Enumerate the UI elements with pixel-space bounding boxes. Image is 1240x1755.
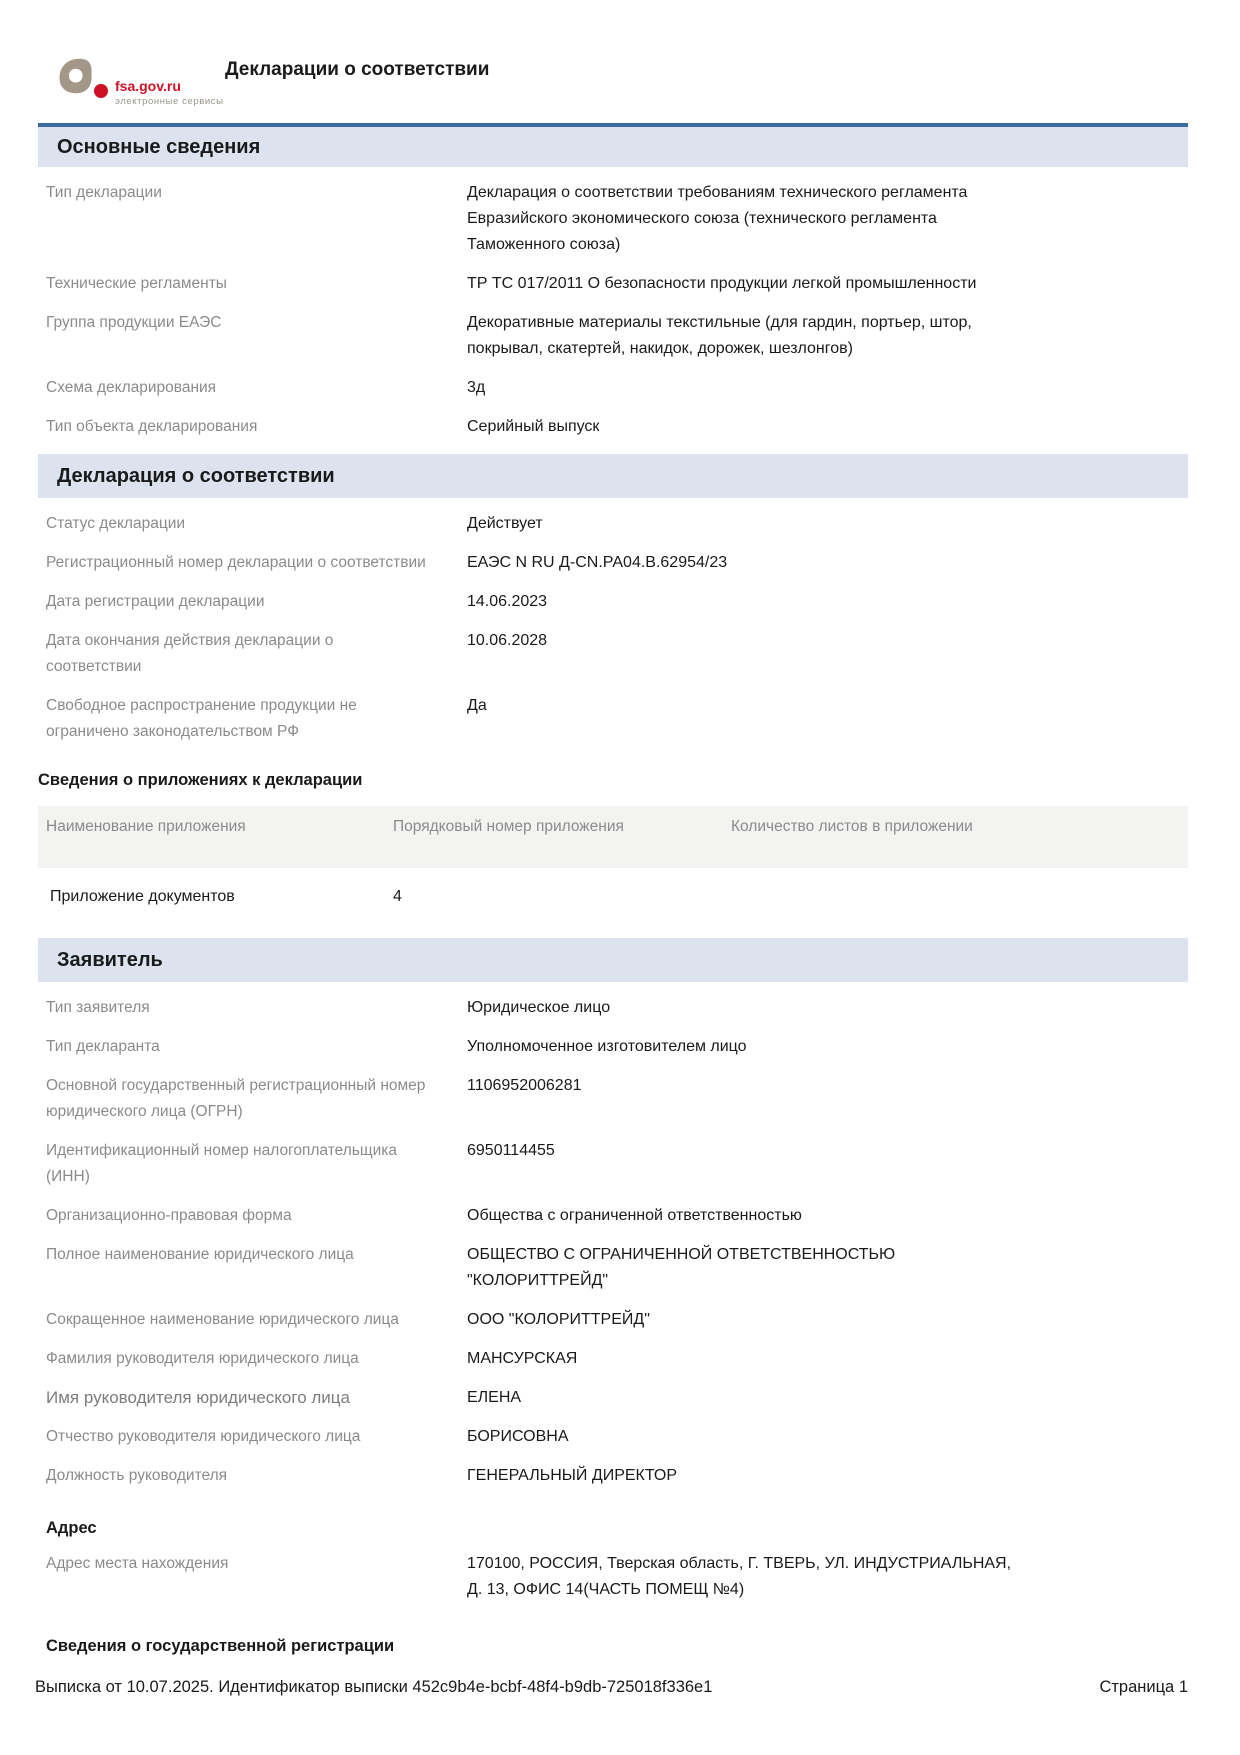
field-row <box>38 1463 1188 1489</box>
field-value: 14.06.2023 <box>467 593 548 610</box>
field-value: ТР ТС 017/2011 О безопасности продукции легкой промышленности <box>467 275 977 292</box>
field-label: Свободное распространение продукции не ограничено законодательством РФ <box>46 697 357 740</box>
field-label: Регистрационный номер декларации о соответствии <box>46 554 426 571</box>
field-label: Технические регламенты <box>46 275 227 292</box>
attachments-column-number: Порядковый номер приложения <box>393 818 624 835</box>
section-header-applicant <box>38 938 1188 982</box>
page-number: Страница 1 <box>1099 1678 1188 1696</box>
field-row <box>38 511 1188 537</box>
field-value: Серийный выпуск <box>467 418 600 435</box>
field-row <box>38 1034 1188 1060</box>
attachments-heading: Сведения о приложениях к декларации <box>38 771 363 789</box>
section-title: Декларация о соответствии <box>57 464 335 487</box>
attachments-table-row <box>38 884 1188 910</box>
state-registration-heading: Сведения о государственной регистрации <box>46 1637 395 1655</box>
field-row <box>38 271 1188 297</box>
field-value: Уполномоченное изготовителем лицо <box>467 1038 747 1055</box>
fsa-logo-a-icon <box>57 56 93 96</box>
section-title: Основные сведения <box>57 135 261 158</box>
fsa-logo <box>57 55 247 115</box>
field-label: Сокращенное наименование юридического лица <box>46 1311 399 1328</box>
attachments-column-sheets: Количество листов в приложении <box>731 818 973 835</box>
field-value: Декларация о соответствии требованиям технического регламента Евразийского экономического союза (технического регламента Таможенного союза) <box>467 184 968 253</box>
field-label: Тип объекта декларирования <box>46 418 258 435</box>
field-row <box>38 550 1188 576</box>
field-row <box>38 1307 1188 1333</box>
attachment-sheets <box>731 884 1188 910</box>
field-value: 6950114455 <box>467 1142 555 1159</box>
field-value: Декоративные материалы текстильные (для гардин, портьер, штор, покрывал, скатертей, накидок, дорожек, шезлонгов) <box>467 314 972 357</box>
section-header-declaration <box>38 454 1188 498</box>
field-value: БОРИСОВНА <box>467 1428 569 1445</box>
field-value: 3д <box>467 379 486 396</box>
attachments-table-header <box>38 806 1188 868</box>
field-value: ЕЛЕНА <box>467 1389 522 1406</box>
field-label: Дата окончания действия декларации о соответствии <box>46 632 334 675</box>
field-label: Статус декларации <box>46 515 186 532</box>
field-row <box>38 1424 1188 1450</box>
field-label: Фамилия руководителя юридического лица <box>46 1350 359 1367</box>
field-value: ООО "КОЛОРИТТРЕЙД" <box>467 1311 650 1328</box>
field-label: Тип декларанта <box>46 1038 160 1055</box>
field-row <box>38 180 1188 258</box>
page-footer <box>35 1678 1188 1697</box>
field-row <box>38 1073 1188 1125</box>
field-label: Отчество руководителя юридического лица <box>46 1428 361 1445</box>
field-label: Основной государственный регистрационный номер юридического лица (ОГРН) <box>46 1077 426 1120</box>
attachment-name: Приложение документов <box>50 888 235 905</box>
field-value: Общества с ограниченной ответственностью <box>467 1207 802 1224</box>
field-value: ЕАЭС N RU Д-CN.РА04.В.62954/23 <box>467 554 728 571</box>
page-title: Декларации о соответствии <box>225 59 490 80</box>
attachments-column-name: Наименование приложения <box>46 818 246 835</box>
field-label: Организационно-правовая форма <box>46 1207 292 1224</box>
field-label: Должность руководителя <box>46 1467 228 1484</box>
field-value: 170100, РОССИЯ, Тверская область, Г. ТВЕРЬ, УЛ. ИНДУСТРИАЛЬНАЯ, Д. 13, ОФИС 14(ЧАСТЬ ПОМЕЩ №4) <box>467 1555 1012 1598</box>
field-label: Тип заявителя <box>46 999 150 1016</box>
field-row <box>38 1551 1188 1603</box>
field-row <box>38 375 1188 401</box>
field-row <box>38 995 1188 1021</box>
field-value: ГЕНЕРАЛЬНЫЙ ДИРЕКТОР <box>467 1467 678 1484</box>
field-value: Действует <box>467 515 543 532</box>
field-value: МАНСУРСКАЯ <box>467 1350 578 1367</box>
field-row <box>38 1346 1188 1372</box>
field-value: Да <box>467 697 487 714</box>
field-label: Идентификационный номер налогоплательщика (ИНН) <box>46 1142 398 1185</box>
field-label: Имя руководителя юридического лица <box>46 1388 350 1407</box>
field-row <box>38 414 1188 440</box>
field-row <box>38 693 1188 745</box>
fsa-logo-text <box>115 79 224 108</box>
field-row <box>38 1203 1188 1229</box>
section-title: Заявитель <box>57 948 163 971</box>
field-label: Группа продукции ЕАЭС <box>46 314 222 331</box>
field-value: Юридическое лицо <box>467 999 611 1016</box>
field-label: Тип декларации <box>46 184 162 201</box>
field-row <box>38 1138 1188 1190</box>
address-heading: Адрес <box>46 1519 97 1537</box>
attachment-number: 4 <box>393 888 402 905</box>
field-row <box>38 589 1188 615</box>
field-value: ОБЩЕСТВО С ОГРАНИЧЕННОЙ ОТВЕТСТВЕННОСТЬЮ "КОЛОРИТТРЕЙД" <box>467 1246 896 1289</box>
field-label: Схема декларирования <box>46 379 217 396</box>
field-row <box>38 1242 1188 1294</box>
section-header-main <box>38 123 1188 167</box>
field-label: Полное наименование юридического лица <box>46 1246 354 1263</box>
field-row <box>38 310 1188 362</box>
extract-info: Выписка от 10.07.2025. Идентификатор выписки 452c9b4e-bcbf-48f4-b9db-725018f336e1 <box>35 1678 713 1696</box>
field-label: Дата регистрации декларации <box>46 593 265 610</box>
field-row <box>38 1385 1188 1411</box>
field-label: Адрес места нахождения <box>46 1555 229 1572</box>
field-value: 10.06.2028 <box>467 632 548 649</box>
fsa-brand: fsa.gov.ru <box>115 78 181 94</box>
fsa-logo-red-dot-icon <box>94 84 108 98</box>
field-value: 1106952006281 <box>467 1077 582 1094</box>
document-header <box>38 55 1188 123</box>
field-row <box>38 628 1188 680</box>
fsa-tagline: электронные сервисы <box>115 96 224 108</box>
